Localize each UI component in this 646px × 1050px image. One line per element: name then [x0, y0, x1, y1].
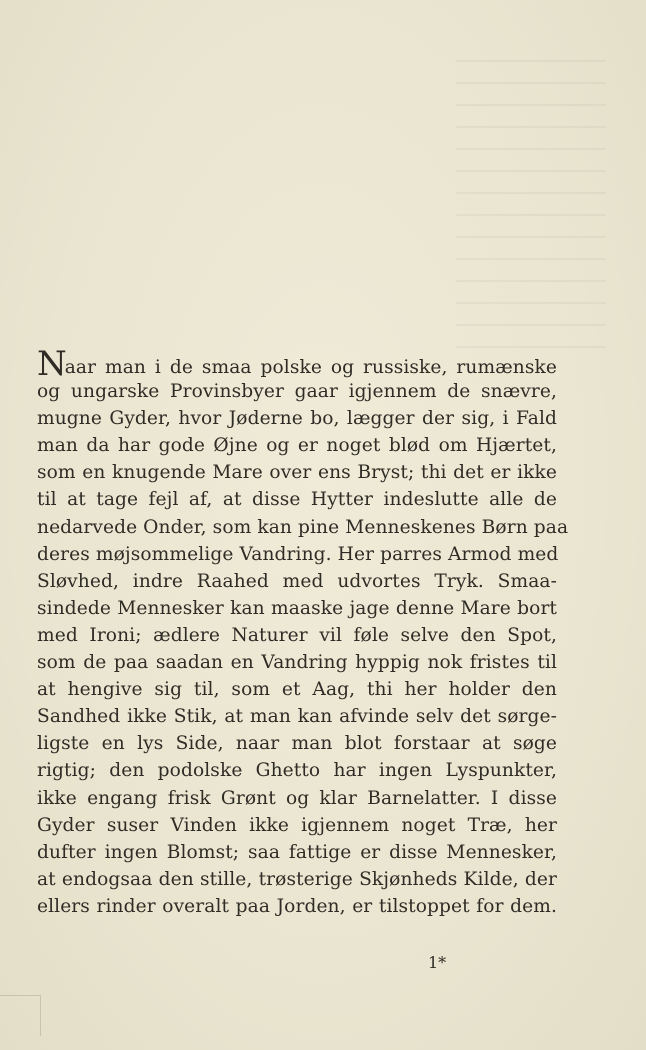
signature-mark: 1*: [428, 953, 447, 972]
text-line: til at tage fejl af, at disse Hytter indeslutte alle de: [37, 489, 557, 511]
text-line: deres møjsommelige Vandring. Her parres Armod med: [37, 543, 559, 565]
text-line: Sløvhed, indre Raahed med udvortes Tryk. Smaa-: [37, 570, 557, 592]
text-line: mugne Gyder, hvor Jøderne bo, lægger der sig, i Fald: [37, 408, 557, 430]
text-line: som en knugende Mare over ens Bryst; thi det er ikke: [37, 462, 557, 484]
first-line-text: aar man i de smaa polske og russiske, rumænske: [64, 357, 557, 378]
text-line: sindede Mennesker kan maaske jage denne Mare bort: [37, 597, 557, 619]
text-line: man da har gode Øjne og er noget blød om Hjærtet,: [37, 435, 557, 457]
body-paragraph: [37, 344, 569, 920]
text-line: rigtig; den podolske Ghetto har ingen Lyspunkter,: [37, 760, 557, 782]
text-line: med Ironi; ædlere Naturer vil føle selve den Spot,: [37, 624, 557, 646]
text-line: ligste en lys Side, naar man blot forstaar at søge: [37, 733, 557, 755]
text-line: Sandhed ikke Stik, at man kan afvinde selv det sørge-: [37, 706, 557, 728]
show-through-text: [456, 60, 606, 360]
drop-capital: N: [37, 344, 65, 384]
text-line-1: [37, 344, 557, 384]
text-line: dufter ingen Blomst; saa fattige er disse Mennesker,: [37, 841, 557, 863]
text-line: nedarvede Onder, som kan pine Menneskenes Børn paa: [37, 516, 569, 538]
text-line: at endogsaa den stille, trøsterige Skjønheds Kilde, der: [37, 868, 557, 890]
scan-edge-mark: [0, 995, 41, 1036]
text-line: Gyder suser Vinden ikke igjennem noget Træ, her: [37, 814, 557, 836]
text-line: og ungarske Provinsbyer gaar igjennem de snævre,: [37, 381, 557, 403]
text-line: at hengive sig til, som et Aag, thi her holder den: [37, 679, 557, 701]
text-line: som de paa saadan en Vandring hyppig nok fristes til: [37, 652, 557, 674]
text-line: ellers rinder overalt paa Jorden, er tilstoppet for dem.: [37, 895, 557, 917]
text-line: ikke engang frisk Grønt og klar Barnelatter. I disse: [37, 787, 557, 809]
